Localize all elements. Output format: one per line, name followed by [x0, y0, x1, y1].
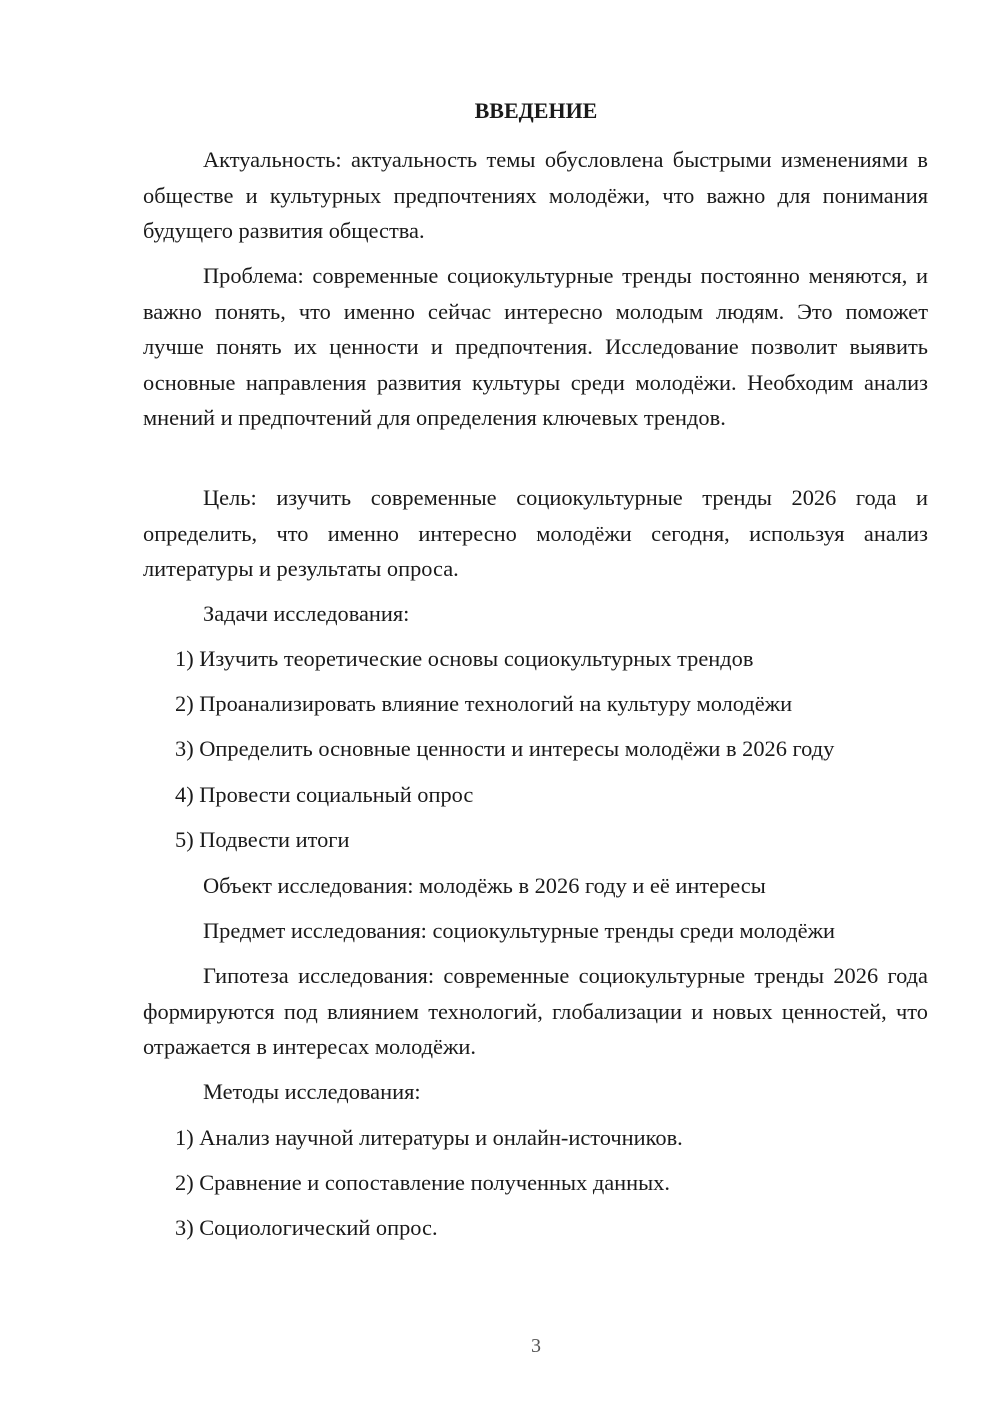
- methods-heading: Методы исследования:: [203, 1079, 421, 1104]
- method-item: 1) Анализ научной литературы и онлайн-источников.: [175, 1125, 683, 1150]
- page-title: ВВЕДЕНИЕ: [474, 98, 598, 123]
- relevance-paragraph: Актуальность: актуальность темы обусловлена быстрыми изменениями в обществе и культурных предпочтениях молодёжи, что важно для понимания будущего развития общества.: [143, 147, 928, 243]
- tasks-heading: Задачи исследования:: [203, 601, 410, 626]
- problem-paragraph: Проблема: современные социокультурные тренды постоянно меняются, и важно понять, что именно сейчас интересно молодым людям. Это поможет лучше понять их ценности и предпочтения. Исследование позволит выявить основные направления развития культуры среди молодёжи. Необходим анализ мнений и предпочтений для определения ключевых трендов.: [143, 263, 928, 430]
- task-item: 4) Провести социальный опрос: [175, 782, 474, 807]
- object-line: Объект исследования: молодёжь в 2026 году и её интересы: [203, 873, 766, 898]
- task-item: 2) Проанализировать влияние технологий на культуру молодёжи: [175, 691, 793, 716]
- task-item: 1) Изучить теоретические основы социокультурных трендов: [175, 646, 754, 671]
- method-item: 3) Социологический опрос.: [175, 1215, 438, 1240]
- page-number: 3: [531, 1335, 541, 1357]
- task-item: 3) Определить основные ценности и интересы молодёжи в 2026 году: [175, 736, 835, 761]
- subject-line: Предмет исследования: социокультурные тренды среди молодёжи: [203, 918, 836, 943]
- goal-paragraph: Цель: изучить современные социокультурные тренды 2026 года и определить, что именно интересно молодёжи сегодня, используя анализ литературы и результаты опроса.: [143, 485, 928, 581]
- method-item: 2) Сравнение и сопоставление полученных данных.: [175, 1170, 670, 1195]
- task-item: 5) Подвести итоги: [175, 827, 350, 852]
- hypothesis-paragraph: Гипотеза исследования: современные социокультурные тренды 2026 года формируются под влиянием технологий, глобализации и новых ценностей, что отражается в интересах молодёжи.: [143, 963, 928, 1059]
